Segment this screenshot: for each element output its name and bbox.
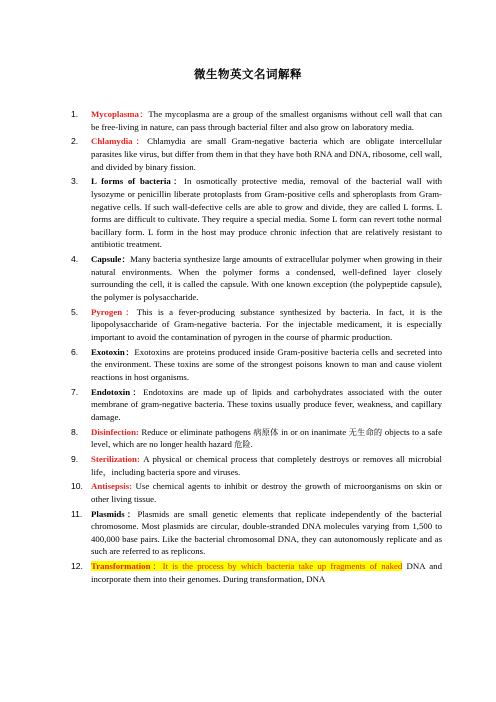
entry-number: 2.: [71, 136, 79, 147]
definition-entry: [70, 560, 442, 585]
entry-term: Transformation: [91, 561, 151, 572]
entry-definition-text: Chlamydia are small Gram-negative bacteria which are obligate intercellular parasites like virus, but differ from them in that they have both RNA and DNA, ribosome, cell wall, and divided by binary fission.: [91, 136, 442, 172]
entry-definition-text: The mycoplasma are a group of the smallest organisms without cell wall that can be free-living in nature, can pass through bacterial filter and also grow on laboratory media.: [91, 109, 442, 132]
definition-entry: [70, 135, 442, 173]
entry-separator: ：: [132, 136, 148, 147]
definition-entry: [70, 306, 442, 344]
entry-separator: ：: [122, 306, 137, 317]
entry-separator: :: [129, 481, 136, 492]
definition-entry: [70, 253, 442, 303]
entry-term: L forms of bacteria: [91, 176, 171, 187]
entry-term: Exotoxin: [91, 346, 125, 357]
entry-number: 5.: [71, 306, 79, 317]
definition-entry: [70, 346, 442, 384]
entry-number: 4.: [71, 254, 79, 265]
entry-definition-text: Exotoxins are proteins produced inside Gram-positive bacteria cells and secreted into the environment. These toxins are some of the strongest poisons known to man and cause violent reactions in host organisms.: [91, 346, 442, 382]
entry-term: Disinfection: [91, 426, 136, 437]
entry-number: 7.: [71, 386, 79, 397]
entry-definition-text: Endotoxins are made up of lipids and carbohydrates associated with the outer membrane of gram-negative bacteria. These toxins usually produce fever, weakness, and capillary damage.: [91, 386, 442, 422]
entry-definition-text: DNA and incorporate them into their genomes. During transformation, DNA: [91, 561, 442, 584]
entry-term: Chlamydia: [91, 136, 133, 147]
entry-separator: ：: [138, 109, 149, 119]
entry-chinese-gloss: 无生命的: [348, 426, 383, 437]
entry-separator: :: [135, 426, 142, 437]
definition-entry: [70, 426, 442, 451]
entry-number: 3.: [71, 176, 79, 187]
entry-separator: ：: [130, 386, 144, 397]
definition-entry: [70, 386, 442, 424]
entry-number: 10.: [71, 481, 83, 492]
entry-separator: ：: [170, 176, 185, 187]
entry-definition-text: Use chemical agents to inhibit or destroy the growth of microorganisms on skin or other living tissue.: [91, 481, 442, 504]
entry-number: 8.: [71, 426, 79, 437]
entry-number: 1.: [71, 109, 79, 119]
entry-definition-text: This is a fever-producing substance synthesized by bacteria. In fact, it is the lipopolysaccharide of Gram-negative bacteria. For the injectable medicament, it is especially important to avoid the contamination of pyrogen in the course of pharmic production.: [91, 306, 442, 342]
entry-definition-text: Reduce or eliminate pathogens: [141, 426, 254, 437]
entry-term: Mycoplasma: [91, 109, 139, 119]
entry-term: Pyrogen: [91, 306, 123, 317]
entry-term: Antisepsis: [91, 481, 130, 492]
definition-entry: [70, 175, 442, 251]
entry-term: Sterilization: [91, 453, 137, 464]
definition-list: [70, 108, 442, 588]
entry-number: 12.: [71, 561, 83, 572]
definition-entry: [70, 508, 442, 558]
entry-separator: ：: [124, 346, 135, 357]
entry-term: Endotoxin: [91, 386, 131, 397]
entry-term: Capsule: [91, 254, 122, 265]
entry-definition-text: It is the process by which bacteria take up fragments of naked: [162, 561, 403, 572]
entry-definition-text: objects to a safe level, which are no longer health hazard: [91, 426, 443, 450]
definition-entry: [70, 108, 442, 133]
entry-number: 11.: [71, 508, 83, 519]
entry-chinese-gloss: 病原体: [253, 426, 279, 437]
entry-separator: ：: [150, 561, 163, 572]
entry-definition-text: A physical or chemical process that completely destroys or removes all microbial life，including bacteria spore and viruses.: [91, 453, 442, 477]
entry-definition-text: In osmotically protective media, removal of the bacterial wall with lysozyme or penicillin liberate protoplasts from Gram-positive cells and spheroplasts from Gram-negative cells. If such wall-defective cells are able to grow and divide, they are called L forms. L forms are difficult to cultivate. They require a special media. Some L form can revert tothe normal bacillary form. L form in the host may produce chronic infection that are relatively resistant to antibiotic treatment.: [91, 176, 442, 250]
entry-number: 6.: [71, 346, 79, 357]
entry-term: Plasmids: [91, 508, 125, 519]
entry-definition-text: Plasmids are small genetic elements that replicate independently of the bacterial chromosome. Most plasmids are circular, double-stranded DNA molecules varying from 1,500 to 400,000 base pairs. Like the bacterial chromosomal DNA, they can autonomously replicate and as such are referred to as replicons.: [91, 508, 442, 557]
entry-separator: :: [136, 453, 144, 464]
entry-definition-text: in or on inanimate: [278, 426, 349, 437]
definition-entry: [70, 453, 442, 478]
entry-definition-text: .: [250, 439, 253, 450]
entry-definition-text: Many bacteria synthesize large amounts of extracellular polymer when growing in their natural environments. When the polymer forms a condensed, well-defined layer closely surrounding the cell, it is called the capsule. With one known exception (the polypeptide capsule), the polymer is polysaccharide.: [91, 254, 442, 302]
page-title: 微生物英文名词解释: [194, 67, 302, 81]
entry-separator: ：: [124, 508, 138, 519]
definition-entry: [70, 480, 442, 505]
entry-separator: ：: [121, 254, 131, 265]
entry-number: 9.: [71, 453, 79, 464]
entry-chinese-gloss: 危险: [234, 439, 251, 450]
